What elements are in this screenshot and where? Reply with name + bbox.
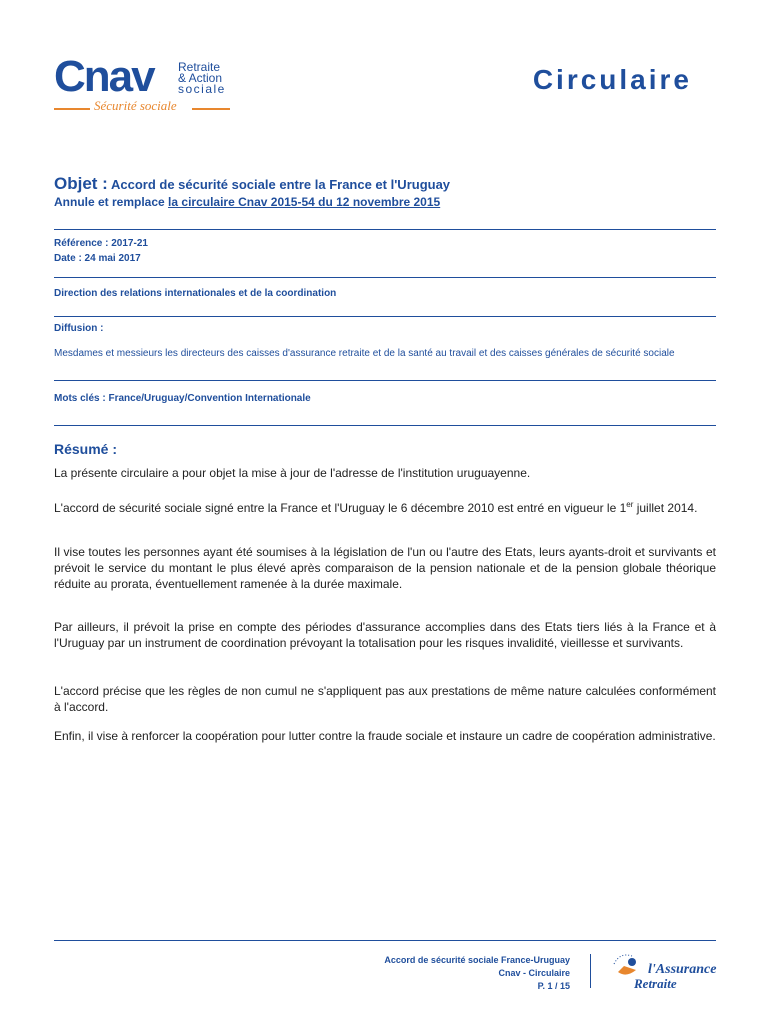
resume-paragraph-2: L'accord de sécurité sociale signé entre la France et l'Uruguay le 6 décembre 2010 est entré en vigueur le 1er juillet 2014. (54, 500, 698, 515)
divider (192, 108, 230, 110)
direction: Direction des relations internationales et de la coordination (54, 288, 337, 299)
logo-tagline: Sécurité sociale (54, 98, 230, 114)
logo-side-text: Retraite & Action sociale (178, 60, 226, 96)
resume-paragraph-4: Par ailleurs, il prévoit la prise en compte des périodes d'assurance accomplies dans des Etats tiers liés à la France et à l'Uruguay par un instrument de coordination prévoyant la totalisation pour les risques invalidité, vieillesse et survivants. (54, 620, 716, 650)
resume-paragraph-1: La présente circulaire a pour objet la mise à jour de l'adresse de l'institution uruguayenne. (54, 466, 531, 480)
cnav-logo (54, 52, 244, 118)
logo-wordmark: Cnav (54, 52, 154, 101)
divider (54, 108, 90, 110)
resume-paragraph-6: Enfin, il vise à renforcer la coopération pour lutter contre la fraude sociale et instaure un cadre de coopération administrative. (54, 729, 716, 743)
replace-prefix: Annule et remplace (54, 195, 165, 209)
footer-doc: Cnav - Circulaire (498, 968, 570, 978)
divider (54, 229, 716, 230)
resume-title: Résumé : (54, 441, 118, 457)
divider (54, 425, 716, 426)
divider (54, 380, 716, 381)
reference: Référence : 2017-21 (54, 238, 148, 249)
replaced-circular-link[interactable]: la circulaire Cnav 2015-54 du 12 novembre 2015 (168, 195, 441, 209)
divider (54, 316, 716, 317)
divider (54, 277, 716, 278)
footer-subject: Accord de sécurité sociale France-Uruguay (384, 955, 570, 965)
objet-title: Accord de sécurité sociale entre la France et l'Uruguay (110, 177, 451, 192)
date: Date : 24 mai 2017 (54, 253, 141, 264)
diffusion-text: Mesdames et messieurs les directeurs des caisses d'assurance retraite et de la santé au travail et des caisses générales de sécurité sociale (54, 348, 675, 359)
footer-divider (54, 940, 716, 941)
objet-label: Objet : (54, 174, 108, 193)
keywords: Mots clés : France/Uruguay/Convention Internationale (54, 393, 311, 404)
footer-text (384, 954, 570, 993)
assurance-retraite-logo: l'Assurance Retraite (604, 946, 724, 992)
reference-block (54, 236, 716, 266)
objet-block (54, 174, 716, 209)
diffusion-label: Diffusion : (54, 323, 104, 334)
footer-separator (590, 954, 591, 988)
resume-paragraph-5: L'accord précise que les règles de non cumul ne s'appliquent pas aux prestations de même nature calculées conformément à l'accord. (54, 684, 716, 714)
document-type-title: Circulaire (532, 64, 692, 95)
page-number: P. 1 / 15 (537, 981, 570, 991)
resume-paragraph-3: Il vise toutes les personnes ayant été soumises à la législation de l'un ou l'autre des Etats, leurs ayants-droit et survivants et prévoit le service du montant le plus élevé après comparaison de la pension nationale et de la pension globale théorique réduite au prorata, éventuellement ramenée à la durée maximale. (54, 545, 716, 591)
